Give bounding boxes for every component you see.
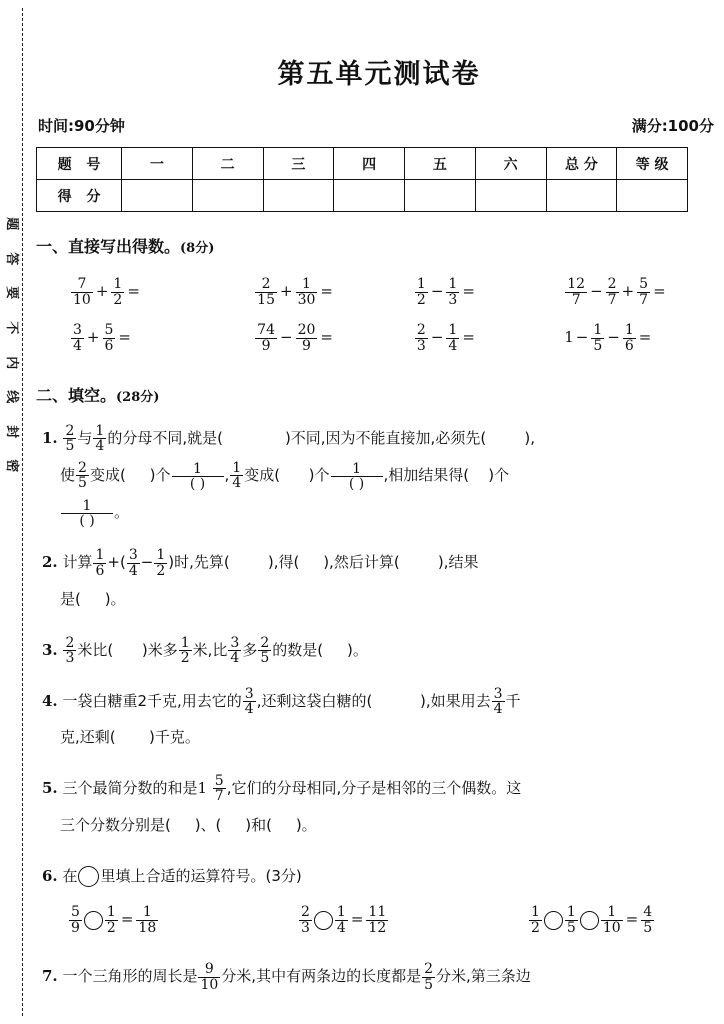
question-text: )千克。 <box>149 728 200 747</box>
question-number: 1. <box>42 429 58 447</box>
question-text: 。 <box>114 502 130 521</box>
question-text: ,还剩这袋白糖的( <box>256 691 373 710</box>
question-number: 7. <box>42 967 58 986</box>
fraction-denominator: 6 <box>95 562 105 579</box>
exam-meta-row <box>38 115 720 137</box>
answer-blank[interactable] <box>126 457 150 494</box>
question-text: ), <box>524 429 535 447</box>
score-cell[interactable] <box>475 180 546 212</box>
equals-sign: = <box>320 328 333 347</box>
answer-blank[interactable] <box>221 807 245 844</box>
fraction-numerator: 2 <box>260 634 270 651</box>
oral-row <box>34 269 724 315</box>
operator-circle-icon[interactable] <box>84 911 103 930</box>
fraction-denominator: 9 <box>255 338 277 353</box>
question-6-line-1 <box>34 858 724 895</box>
fraction-denominator: 3 <box>448 291 458 308</box>
question-text: )和( <box>245 815 272 834</box>
section-1-points: (8分) <box>180 241 215 256</box>
question-5-line-1 <box>34 770 724 807</box>
answer-blank[interactable] <box>280 457 309 494</box>
oral-problem-2 <box>254 277 414 307</box>
score-table-row-label: 题 号 <box>37 148 122 180</box>
question-text: )。 <box>295 815 317 834</box>
question-text: 里填上合适的运算符号。 <box>100 866 266 885</box>
fraction-denominator: 5 <box>65 438 75 455</box>
fraction-denominator: 4 <box>493 700 503 717</box>
fraction-denominator: 4 <box>73 337 82 354</box>
question-2-line-2 <box>34 581 724 618</box>
score-cell[interactable] <box>546 180 617 212</box>
question-text: 米,比 <box>192 640 228 659</box>
question-text: − <box>140 553 154 572</box>
score-cell[interactable] <box>263 180 334 212</box>
question-text: 的数是( <box>272 640 324 659</box>
mixed-whole-part: 1 <box>197 779 208 797</box>
score-table-col-header: 六 <box>475 148 546 180</box>
fraction-denominator: 18 <box>138 919 157 936</box>
fraction-numerator: 2 <box>65 634 75 651</box>
fraction-denominator: 3 <box>301 919 310 936</box>
question-7 <box>34 958 724 995</box>
fraction-denominator: 4 <box>448 337 458 354</box>
fraction-numerator: 11 <box>368 904 387 921</box>
fraction-numerator: 1 <box>95 423 105 439</box>
fraction-denominator: 5 <box>260 650 270 667</box>
question-text: 计算 <box>62 553 93 572</box>
fraction-numerator: 1 <box>352 461 361 478</box>
operator: − <box>280 328 293 347</box>
fraction-numerator: 3 <box>128 547 138 564</box>
question-text: 使 <box>60 465 76 484</box>
operator: + <box>621 282 635 301</box>
question-text: 千 <box>505 691 521 710</box>
oral-problem-8 <box>564 323 724 353</box>
fraction-denominator: 5 <box>424 976 433 993</box>
question-3-line-1 <box>34 632 724 669</box>
seal-char: 线 <box>3 390 19 404</box>
question-4-line-1 <box>34 683 724 720</box>
operator: − <box>607 328 620 347</box>
answer-blank[interactable] <box>299 544 323 581</box>
fraction-denominator: 12 <box>368 919 387 936</box>
question-text: 多 <box>242 640 258 659</box>
question-1-line-3 <box>34 494 724 531</box>
table-row <box>37 180 688 212</box>
question-text: 是( <box>60 590 81 608</box>
question-text: ),然后计算( <box>323 553 400 572</box>
fraction-denominator: 10 <box>602 919 621 936</box>
score-cell[interactable] <box>617 180 688 212</box>
seal-line-margin <box>0 0 34 1024</box>
fraction-numerator: 3 <box>230 634 240 651</box>
fraction-denominator: 6 <box>624 337 634 354</box>
fraction-numerator: 1 <box>624 322 634 339</box>
question-5-line-2 <box>34 807 724 844</box>
operator: + <box>95 282 109 301</box>
section-1-title: 一、直接写出得数。 <box>36 237 181 256</box>
fraction-numerator: 1 <box>142 904 152 921</box>
answer-blank[interactable] <box>116 719 149 756</box>
question-2 <box>34 544 724 618</box>
fraction-numerator: 1 <box>113 276 123 293</box>
question-2-line-1 <box>34 544 724 581</box>
oral-problem-5 <box>34 323 254 353</box>
fraction-denominator: 2 <box>180 650 190 667</box>
operator-circle-icon[interactable] <box>314 911 333 930</box>
oral-problem-4 <box>564 277 724 307</box>
score-cell[interactable] <box>192 180 263 212</box>
answer-blank[interactable] <box>469 457 488 494</box>
score-table-col-header: 总 分 <box>546 148 617 180</box>
fraction-denominator: 9 <box>71 919 80 936</box>
oral-row <box>34 315 724 361</box>
question-number: 6. <box>42 866 58 885</box>
seal-char: 内 <box>3 355 19 369</box>
question-text: ),结果 <box>437 553 479 572</box>
score-table-col-header: 三 <box>263 148 334 180</box>
equals-sign: = <box>320 282 333 301</box>
fraction-numerator: 4 <box>643 904 653 921</box>
fraction-numerator: 1 <box>106 904 116 921</box>
answer-blank[interactable] <box>323 632 347 669</box>
score-cell[interactable] <box>122 180 193 212</box>
question-text: ),得( <box>267 553 300 572</box>
fraction-numerator: 1 <box>232 459 242 476</box>
fraction-numerator: 1 <box>302 276 311 293</box>
fraction-numerator: 2 <box>65 423 75 439</box>
seal-char: 封 <box>3 425 19 439</box>
question-1-line-2 <box>34 457 724 494</box>
score-table-col-header: 等 级 <box>617 148 688 180</box>
test-paper-page <box>34 0 724 1024</box>
seal-dashed-line <box>22 8 23 1016</box>
fraction-numerator: 1 <box>531 904 540 921</box>
question-text: , <box>224 465 230 484</box>
fraction-numerator: 3 <box>493 685 503 702</box>
fraction-numerator: 3 <box>73 322 82 339</box>
fraction-numerator: 5 <box>639 276 649 293</box>
fraction-denominator: 4 <box>244 700 254 717</box>
time-limit-label: 时间:90分钟 <box>38 117 125 135</box>
question-text: )个 <box>308 465 330 484</box>
question-6-points: (3分) <box>265 866 302 885</box>
fraction-denominator: 5 <box>78 475 87 492</box>
question-text: 分米,其中有两条边的长度都是 <box>221 967 422 986</box>
fraction-denominator: 2 <box>106 919 116 936</box>
answer-blank[interactable] <box>230 544 268 581</box>
fraction-numerator: 2 <box>424 961 433 978</box>
oral-calculation-grid <box>34 269 724 361</box>
fraction-numerator: 1 <box>448 322 458 339</box>
score-table-col-header: 一 <box>122 148 193 180</box>
question-text: 变成( <box>244 465 281 484</box>
fraction-numerator: 20 <box>297 322 316 339</box>
fraction-numerator: 2 <box>416 322 426 339</box>
fraction-denominator: 7 <box>639 291 649 308</box>
operator: + <box>86 328 100 347</box>
question-text: )时,先算( <box>168 553 230 572</box>
fraction-numerator: 12 <box>567 276 586 293</box>
question-7-line-1 <box>34 958 724 995</box>
question-text: +( <box>107 553 126 572</box>
page-title: 第五单元测试卷 <box>277 59 481 90</box>
seal-char: 题 <box>3 217 19 231</box>
question-text: 分米,第三条边 <box>436 967 531 986</box>
fraction-numerator: 3 <box>244 685 254 702</box>
answer-blank[interactable] <box>81 581 105 618</box>
question-5 <box>34 770 724 844</box>
question-text: 一个三角形的周长是 <box>62 967 198 986</box>
equals-sign: = <box>462 328 475 347</box>
fraction-denominator: 3 <box>416 337 426 354</box>
score-cell[interactable] <box>405 180 476 212</box>
question-6-equation-3: $\frac{1}{2}$ $\frac{1}{5}$ $\frac{1}{10}$ = $\frac{4}{5}$ <box>531 904 653 936</box>
question-number: 3. <box>42 640 58 659</box>
fraction-denominator: 4 <box>95 438 105 455</box>
question-6-equation-2: $\frac{2}{3}$ $\frac{1}{4}$ = $\frac{11}{12}$ <box>301 904 387 936</box>
fraction-numerator: 5 <box>104 322 114 339</box>
operator: + <box>280 282 293 301</box>
question-6 <box>34 858 724 895</box>
question-text: 与 <box>77 429 93 447</box>
question-text: 米比( <box>77 640 114 659</box>
seal-line-text <box>2 196 20 494</box>
answer-blank[interactable] <box>372 683 420 720</box>
fraction-denominator: 4 <box>336 919 346 936</box>
operator: − <box>430 282 444 301</box>
fraction-denominator: 4 <box>128 562 138 579</box>
question-number: 5. <box>42 779 58 797</box>
operator-circle-icon[interactable] <box>580 911 599 930</box>
question-6-equations <box>34 896 724 944</box>
fraction-denominator: 10 <box>200 976 219 993</box>
oral-problem-3 <box>414 277 564 307</box>
question-text: 三个最简分数的和是 <box>62 779 198 797</box>
equals-sign: = <box>118 328 131 347</box>
fraction-numerator: 74 <box>257 322 275 339</box>
fraction-denominator-blank[interactable]: ( ) <box>61 513 113 528</box>
fraction-numerator: 1 <box>82 497 92 514</box>
fraction-denominator-blank[interactable]: ( ) <box>331 476 383 491</box>
fraction-numerator: 2 <box>301 904 310 921</box>
answer-blank[interactable] <box>400 544 438 581</box>
score-table-col-header: 五 <box>405 148 476 180</box>
operator: − <box>590 282 603 301</box>
question-1-line-1 <box>34 420 724 457</box>
question-text: ,它们的分母相同,分子是相邻的三个偶数。这 <box>226 779 522 797</box>
score-table-row-label: 得 分 <box>37 180 122 212</box>
seal-char: 答 <box>3 251 19 265</box>
table-row <box>37 148 688 180</box>
fraction-denominator: 7 <box>214 788 224 805</box>
question-text: 的分母不同,就是( <box>107 429 223 447</box>
section-1-heading <box>36 234 724 257</box>
fraction-numerator: 1 <box>607 904 617 921</box>
score-cell[interactable] <box>334 180 405 212</box>
oral-problem-1 <box>34 277 254 307</box>
question-text: 变成( <box>89 465 126 484</box>
operator-circle-icon[interactable] <box>544 911 563 930</box>
answer-blank[interactable] <box>171 807 195 844</box>
answer-blank[interactable] <box>113 632 142 669</box>
fraction-numerator: 2 <box>607 276 617 293</box>
question-number: 2. <box>42 553 58 572</box>
question-text: )。 <box>104 590 126 608</box>
equals-sign: = <box>127 282 140 301</box>
oral-problem-7 <box>414 323 564 353</box>
fraction-denominator: 15 <box>257 291 275 308</box>
question-text: 在 <box>62 866 78 885</box>
seal-char: 密 <box>3 459 19 473</box>
fraction-denominator: 4 <box>232 475 242 492</box>
section-2-points: (28分) <box>116 390 160 405</box>
answer-blank[interactable] <box>223 420 285 457</box>
fraction-denominator: 4 <box>230 650 240 667</box>
fraction-denominator: 6 <box>104 337 114 354</box>
question-3 <box>34 632 724 669</box>
fraction-numerator: 1 <box>566 904 576 921</box>
question-text: 一袋白糖重2千克,用去它的 <box>62 691 242 710</box>
fraction-denominator: 7 <box>565 292 587 307</box>
question-4 <box>34 683 724 757</box>
answer-blank[interactable] <box>272 807 296 844</box>
seal-char: 不 <box>3 321 19 335</box>
question-text: ,相加结果得( <box>383 465 470 484</box>
fraction-numerator: 2 <box>78 459 87 476</box>
fraction-denominator: 5 <box>643 919 653 936</box>
equals-sign: = <box>638 328 652 347</box>
operator-circle-icon[interactable] <box>78 866 99 887</box>
question-text: )个 <box>488 465 510 484</box>
fraction-numerator: 5 <box>71 904 80 921</box>
score-table-col-header: 四 <box>334 148 405 180</box>
score-table <box>36 147 688 212</box>
oral-problem-6 <box>254 323 414 353</box>
fraction-numerator: 1 <box>416 276 426 293</box>
fraction-denominator: 7 <box>607 291 617 308</box>
question-6-equation-1: $\frac{5}{9}$ $\frac{1}{2}$ = $\frac{1}{18}$ <box>71 904 157 936</box>
question-number: 4. <box>42 691 58 710</box>
fraction-numerator: 5 <box>214 773 224 789</box>
question-text: 三个分数分别是( <box>60 815 171 834</box>
question-text: )、( <box>194 815 222 834</box>
fraction-numerator: 1 <box>180 634 190 651</box>
score-table-col-header: 二 <box>192 148 263 180</box>
fraction-numerator: 1 <box>593 322 603 339</box>
fraction-numerator: 2 <box>261 276 271 293</box>
question-4-line-2 <box>34 719 724 756</box>
fraction-numerator: 1 <box>156 547 166 564</box>
full-marks-label: 满分:100分 <box>631 117 714 135</box>
fraction-denominator-blank[interactable]: ( ) <box>172 476 224 491</box>
fraction-numerator: 1 <box>448 276 458 293</box>
fraction-numerator: 1 <box>336 904 346 921</box>
fraction-denominator: 5 <box>566 919 576 936</box>
equals-sign: = <box>653 282 666 301</box>
question-text: 克,还剩( <box>60 728 116 747</box>
seal-char: 要 <box>3 286 19 300</box>
question-text: ),如果用去 <box>420 691 491 710</box>
section-2-title: 二、填空。 <box>36 386 117 405</box>
fraction-numerator: 9 <box>204 961 214 978</box>
operator: − <box>430 328 444 347</box>
question-text: )。 <box>346 640 368 659</box>
mixed-number <box>197 770 226 807</box>
fraction-numerator: 7 <box>77 276 87 293</box>
fraction-numerator: 1 <box>95 547 105 564</box>
section-2-heading <box>36 383 724 406</box>
question-text: )米多 <box>141 640 178 659</box>
equals-sign: = <box>462 282 475 301</box>
fraction-denominator: 30 <box>297 291 316 308</box>
fraction-denominator: 9 <box>296 338 318 353</box>
fraction-denominator: 5 <box>593 337 603 354</box>
answer-blank[interactable] <box>486 420 524 457</box>
fraction-denominator: 3 <box>65 650 75 667</box>
fraction-denominator: 2 <box>156 562 166 579</box>
question-text: )个 <box>149 465 171 484</box>
fraction-denominator: 10 <box>73 291 91 308</box>
whole-number: 1 <box>564 328 574 347</box>
question-text: )不同,因为不能直接加,必须先( <box>284 429 487 447</box>
fraction-denominator: 2 <box>531 919 540 936</box>
fraction-numerator: 1 <box>193 461 202 478</box>
question-1 <box>34 420 724 530</box>
fraction-denominator: 2 <box>416 291 426 308</box>
operator: − <box>575 328 589 347</box>
fraction-denominator: 2 <box>113 291 123 308</box>
